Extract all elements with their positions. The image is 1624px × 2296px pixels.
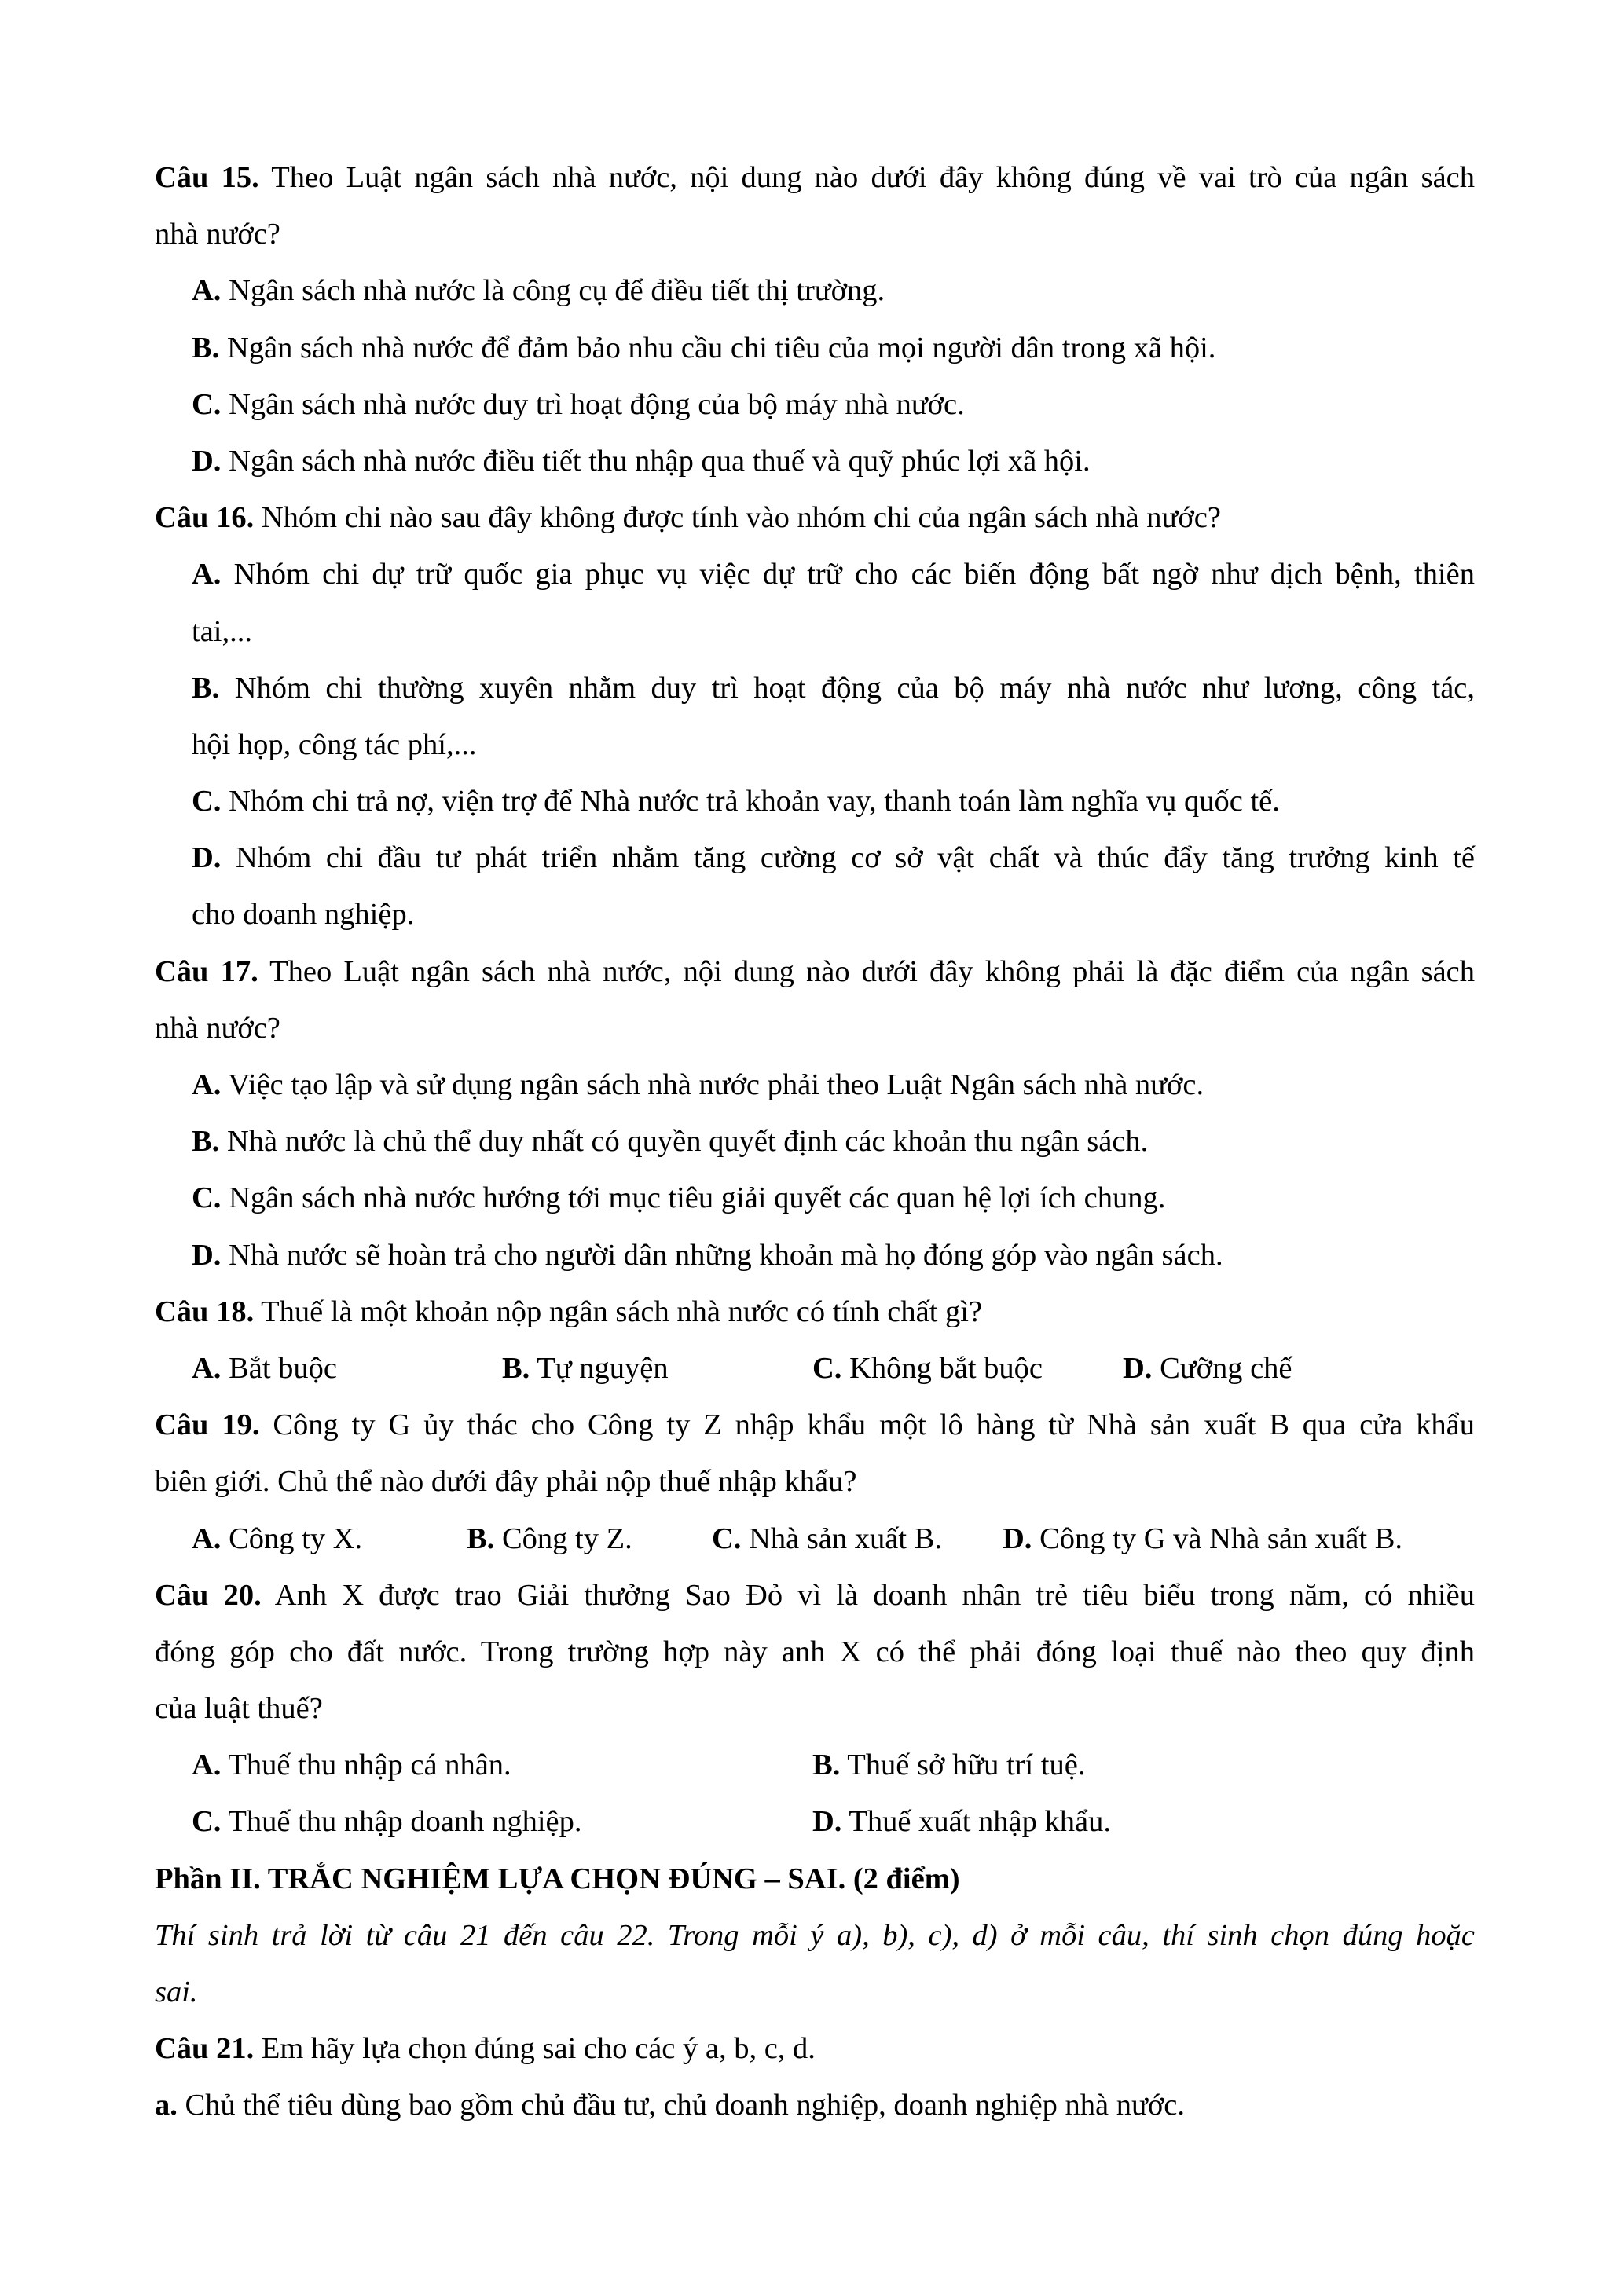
option-text: Nhà sản xuất B. <box>749 1522 942 1555</box>
q19-option-b <box>467 1511 712 1567</box>
q19-stem-line1 <box>155 1397 1475 1453</box>
option-text: Bắt buộc <box>229 1351 337 1385</box>
option-text: Ngân sách nhà nước là công cụ để điều tiết thị trường. <box>229 274 885 308</box>
q18-stem <box>155 1283 1475 1340</box>
q18-stem-text: Thuế là một khoản nộp ngân sách nhà nước có tính chất gì? <box>261 1294 983 1328</box>
option-text: Thuế thu nhập doanh nghiệp. <box>228 1805 582 1839</box>
q17-option-d <box>155 1227 1475 1283</box>
option-text: Thuế xuất nhập khẩu. <box>849 1805 1111 1839</box>
q17-option-c <box>155 1170 1475 1226</box>
q16-label: Câu 16. <box>155 501 255 535</box>
option-text: Nhà nước là chủ thể duy nhất có quyền quyết định các khoản thu ngân sách. <box>226 1125 1149 1159</box>
q15-stem-line2: nhà nước? <box>155 218 280 251</box>
q18-option-c <box>812 1340 1123 1397</box>
q16-option-a-line1 <box>155 546 1475 602</box>
option-key: A. <box>192 1749 222 1782</box>
part2-instruction-line1: Thí sinh trả lời từ câu 21 đến câu 22. Trong mỗi ý a), b), c), d) ở mỗi câu, thí sinh chọn đúng hoặc <box>155 1918 1475 1952</box>
option-key: B. <box>467 1522 495 1555</box>
option-key: C. <box>192 785 222 818</box>
option-key: A. <box>192 1522 222 1555</box>
q16-option-d-line1 <box>155 829 1475 886</box>
q19-stem-line2: biên giới. Chủ thể nào dưới đây phải nộp thuế nhập khẩu? <box>155 1465 857 1499</box>
q18-options <box>155 1340 1475 1397</box>
q17-option-b <box>155 1113 1475 1170</box>
option-key: B. <box>192 1125 220 1159</box>
q15-option-c <box>155 376 1475 433</box>
q15-option-b <box>155 320 1475 376</box>
option-key: B. <box>502 1351 530 1385</box>
option-text: Nhóm chi thường xuyên nhằm duy trì hoạt động của bộ máy nhà nước như lương, công tác, <box>234 671 1475 705</box>
q16-option-a-line2: tai,... <box>192 614 252 648</box>
q20-stem-line2: đóng góp cho đất nước. Trong trường hợp này anh X có thể phải đóng loại thuế nào theo quy định <box>155 1635 1475 1668</box>
q21-label: Câu 21. <box>155 2032 255 2066</box>
option-text: Tự nguyện <box>537 1351 669 1385</box>
option-key: C. <box>192 387 222 421</box>
q20-options-row1 <box>155 1737 1475 1793</box>
option-key: A. <box>192 1351 222 1385</box>
option-text: Công ty Z. <box>501 1522 632 1555</box>
option-key: C. <box>192 1805 222 1839</box>
q19-option-d <box>1003 1511 1402 1567</box>
option-key: B. <box>812 1749 841 1782</box>
option-key: D. <box>192 444 222 478</box>
option-text: Ngân sách nhà nước điều tiết thu nhập qua thuế và quỹ phúc lợi xã hội. <box>229 444 1091 478</box>
q16-option-d-line2: cho doanh nghiệp. <box>192 898 415 932</box>
option-text: Công ty X. <box>229 1522 363 1555</box>
q20-stem-line3: của luật thuế? <box>155 1692 323 1726</box>
option-text: Ngân sách nhà nước hướng tới mục tiêu giải quyết các quan hệ lợi ích chung. <box>229 1181 1166 1215</box>
item-key: a. <box>155 2089 178 2122</box>
q15-label: Câu 15. <box>155 161 259 194</box>
option-text: Thuế sở hữu trí tuệ. <box>847 1749 1086 1782</box>
q17-label: Câu 17. <box>155 954 258 988</box>
option-key: B. <box>192 671 220 705</box>
option-text: Ngân sách nhà nước để đảm bảo nhu cầu chi tiêu của mọi người dân trong xã hội. <box>226 331 1216 364</box>
q18-label: Câu 18. <box>155 1294 255 1328</box>
q20-stem-line1 <box>155 1567 1475 1624</box>
option-key: C. <box>812 1351 842 1385</box>
option-text: Ngân sách nhà nước duy trì hoạt động của bộ máy nhà nước. <box>229 387 965 421</box>
option-text: Việc tạo lập và sử dụng ngân sách nhà nước phải theo Luật Ngân sách nhà nước. <box>228 1068 1204 1101</box>
q20-option-b <box>812 1737 1085 1793</box>
option-key: A. <box>192 1068 222 1101</box>
q20-options-row2 <box>155 1793 1475 1850</box>
option-key: A. <box>192 274 222 308</box>
q20-option-a <box>192 1737 812 1793</box>
q16-option-b-line2: hội họp, công tác phí,... <box>192 727 477 761</box>
q19-stem-text: Công ty G ủy thác cho Công ty Z nhập khẩu một lô hàng từ Nhà sản xuất B qua cửa khẩu <box>273 1408 1476 1442</box>
q16-option-c <box>155 773 1475 829</box>
option-key: A. <box>192 558 222 591</box>
option-text: Công ty G và Nhà sản xuất B. <box>1039 1522 1403 1555</box>
option-key: D. <box>1123 1351 1153 1385</box>
part2-heading: Phần II. TRẮC NGHIỆM LỰA CHỌN ĐÚNG – SAI. (2 điểm) <box>155 1862 960 1895</box>
q21-stem-text: Em hãy lựa chọn đúng sai cho các ý a, b, c, d. <box>261 2032 816 2066</box>
option-text: Cưỡng chế <box>1160 1351 1292 1385</box>
q20-option-d <box>812 1793 1111 1850</box>
q19-options <box>155 1511 1475 1567</box>
q15-option-d <box>155 433 1475 489</box>
option-text: Nhà nước sẽ hoàn trả cho người dân những khoản mà họ đóng góp vào ngân sách. <box>229 1238 1223 1272</box>
q20-stem-text: Anh X được trao Giải thưởng Sao Đỏ vì là doanh nhân trẻ tiêu biểu trong năm, có nhiều <box>274 1578 1475 1612</box>
q16-stem-text: Nhóm chi nào sau đây không được tính vào nhóm chi của ngân sách nhà nước? <box>261 501 1221 535</box>
q20-option-c <box>192 1793 812 1850</box>
q17-stem-line1 <box>155 943 1475 1000</box>
option-key: B. <box>192 331 220 364</box>
q20-label: Câu 20. <box>155 1578 262 1612</box>
option-key: C. <box>192 1181 222 1215</box>
option-text: Nhóm chi trả nợ, viện trợ để Nhà nước trả khoản vay, thanh toán làm nghĩa vụ quốc tế. <box>229 785 1280 818</box>
item-text: Chủ thể tiêu dùng bao gồm chủ đầu tư, chủ doanh nghiệp, doanh nghiệp nhà nước. <box>185 2089 1185 2122</box>
q19-option-a <box>192 1511 467 1567</box>
q17-option-a <box>155 1056 1475 1113</box>
q15-stem-line1 <box>155 149 1475 206</box>
option-key: D. <box>812 1805 842 1839</box>
option-key: D. <box>192 1238 222 1272</box>
part2-instruction-line2: sai. <box>155 1976 198 2009</box>
option-key: D. <box>1003 1522 1032 1555</box>
q17-stem-line2: nhà nước? <box>155 1011 280 1045</box>
q18-option-a <box>192 1340 502 1397</box>
q15-stem-text: Theo Luật ngân sách nhà nước, nội dung nào dưới đây không đúng về vai trò của ngân sách <box>271 161 1475 194</box>
q21-item-a <box>155 2077 1475 2133</box>
q21-stem <box>155 2020 1475 2077</box>
q19-label: Câu 19. <box>155 1408 260 1442</box>
document-page <box>155 149 1475 2134</box>
q19-option-c <box>712 1511 1003 1567</box>
option-key: C. <box>712 1522 742 1555</box>
option-text: Nhóm chi dự trữ quốc gia phục vụ việc dự trữ cho các biến động bất ngờ như dịch bệnh, thiên <box>233 558 1476 591</box>
q16-option-b-line1 <box>155 660 1475 716</box>
q18-option-d <box>1123 1340 1292 1397</box>
option-key: D. <box>192 841 222 875</box>
option-text: Thuế thu nhập cá nhân. <box>228 1749 511 1782</box>
q15-option-a <box>155 262 1475 319</box>
q18-option-b <box>502 1340 812 1397</box>
option-text: Nhóm chi đầu tư phát triển nhằm tăng cường cơ sở vật chất và thúc đẩy tăng trưởng kinh tế <box>236 841 1476 875</box>
q16-stem <box>155 489 1475 546</box>
option-text: Không bắt buộc <box>849 1351 1043 1385</box>
q17-stem-text: Theo Luật ngân sách nhà nước, nội dung nào dưới đây không phải là đặc điểm của ngân sách <box>269 954 1475 988</box>
